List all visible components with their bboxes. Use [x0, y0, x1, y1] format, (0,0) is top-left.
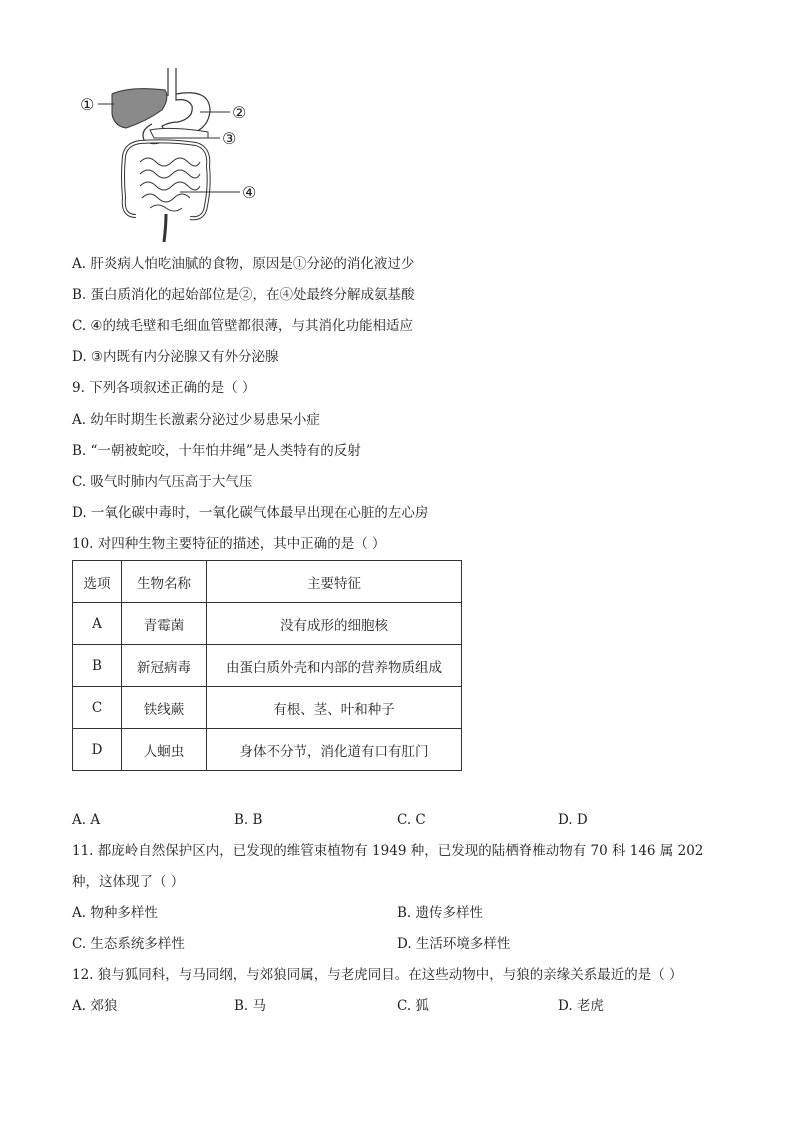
q9-option-a: A. 幼年时期生长激素分泌过少易患呆小症: [72, 412, 320, 428]
q8-option-d: D. ③内既有内分泌腺又有外分泌腺: [72, 349, 279, 365]
table-cell: 由蛋白质外壳和内部的营养物质组成: [207, 645, 462, 687]
q9-stem: 9. 下列各项叙述正确的是（ ）: [72, 380, 256, 396]
table-header-cell: 主要特征: [207, 561, 462, 603]
liver: [112, 89, 167, 128]
q11-option-b: B. 遗传多样性: [397, 905, 484, 921]
table-cell: 有根、茎、叶和种子: [207, 687, 462, 729]
diagram-label-2: ②: [232, 103, 247, 122]
q8-option-b: B. 蛋白质消化的起始部位是②，在④处最终分解成氨基酸: [72, 287, 415, 303]
table-header-cell: 选项: [73, 561, 122, 603]
large-intestine: [123, 141, 209, 218]
diagram-label-3: ③: [222, 129, 237, 148]
q10-table: [72, 560, 462, 771]
diagram-label-4: ④: [242, 183, 257, 202]
q11-option-a: A. 物种多样性: [72, 905, 158, 921]
table-cell: B: [73, 645, 122, 687]
table-cell: 人蛔虫: [122, 729, 207, 771]
q11-stem-line2: 种，这体现了（ ）: [72, 874, 185, 890]
q10-answer-b: B. B: [234, 812, 263, 828]
table-cell: D: [73, 729, 122, 771]
diagram-label-1: ①: [80, 95, 95, 114]
q12-option-d: D. 老虎: [558, 998, 604, 1014]
q12-option-a: A. 郊狼: [72, 998, 118, 1014]
q12-option-b: B. 马: [234, 998, 267, 1014]
table-cell: 没有成形的细胞核: [207, 603, 462, 645]
q11-option-d: D. 生活环境多样性: [397, 936, 511, 952]
q9-option-c: C. 吸气时肺内气压高于大气压: [72, 474, 253, 490]
table-row: [73, 729, 462, 771]
table-row: [73, 603, 462, 645]
table-cell: 铁线蕨: [122, 687, 207, 729]
table-row: [73, 687, 462, 729]
digestive-system-diagram: [70, 66, 280, 244]
table-cell: 身体不分节，消化道有口有肛门: [207, 729, 462, 771]
table-cell: A: [73, 603, 122, 645]
q11-option-c: C. 生态系统多样性: [72, 936, 185, 952]
q10-answer-a: A. A: [72, 812, 101, 828]
table-header-row: [73, 561, 462, 603]
q10-stem: 10. 对四种生物主要特征的描述，其中正确的是（ ）: [72, 536, 386, 552]
q10-answer-d: D. D: [558, 812, 588, 828]
table-cell: 青霉菌: [122, 603, 207, 645]
q11-stem-line1: 11. 都庞岭自然保护区内，已发现的维管束植物有 1949 种，已发现的陆栖脊椎动物有 70 科 146 属 202: [72, 843, 704, 859]
q9-option-d: D. 一氧化碳中毒时，一氧化碳气体最早出现在心脏的左心房: [72, 505, 429, 521]
table-row: [73, 645, 462, 687]
table-header-cell: 生物名称: [122, 561, 207, 603]
q12-option-c: C. 狐: [397, 998, 429, 1014]
q8-option-c: C. ④的绒毛壁和毛细血管壁都很薄，与其消化功能相适应: [72, 318, 414, 334]
table-cell: C: [73, 687, 122, 729]
large-intestine: [123, 141, 209, 218]
q10-answer-c: C. C: [397, 812, 426, 828]
table-cell: 新冠病毒: [122, 645, 207, 687]
q12-stem: 12. 狼与狐同科，与马同纲，与郊狼同属，与老虎同目。在这些动物中，与狼的亲缘关系最近的是（ ）: [72, 967, 683, 983]
small-intestine: [140, 158, 200, 211]
rectum: [164, 214, 166, 242]
q8-option-a: A. 肝炎病人怕吃油腻的食物，原因是①分泌的消化液过少: [72, 256, 415, 272]
q9-option-b: B. “一朝被蛇咬，十年怕井绳”是人类特有的反射: [72, 443, 361, 459]
